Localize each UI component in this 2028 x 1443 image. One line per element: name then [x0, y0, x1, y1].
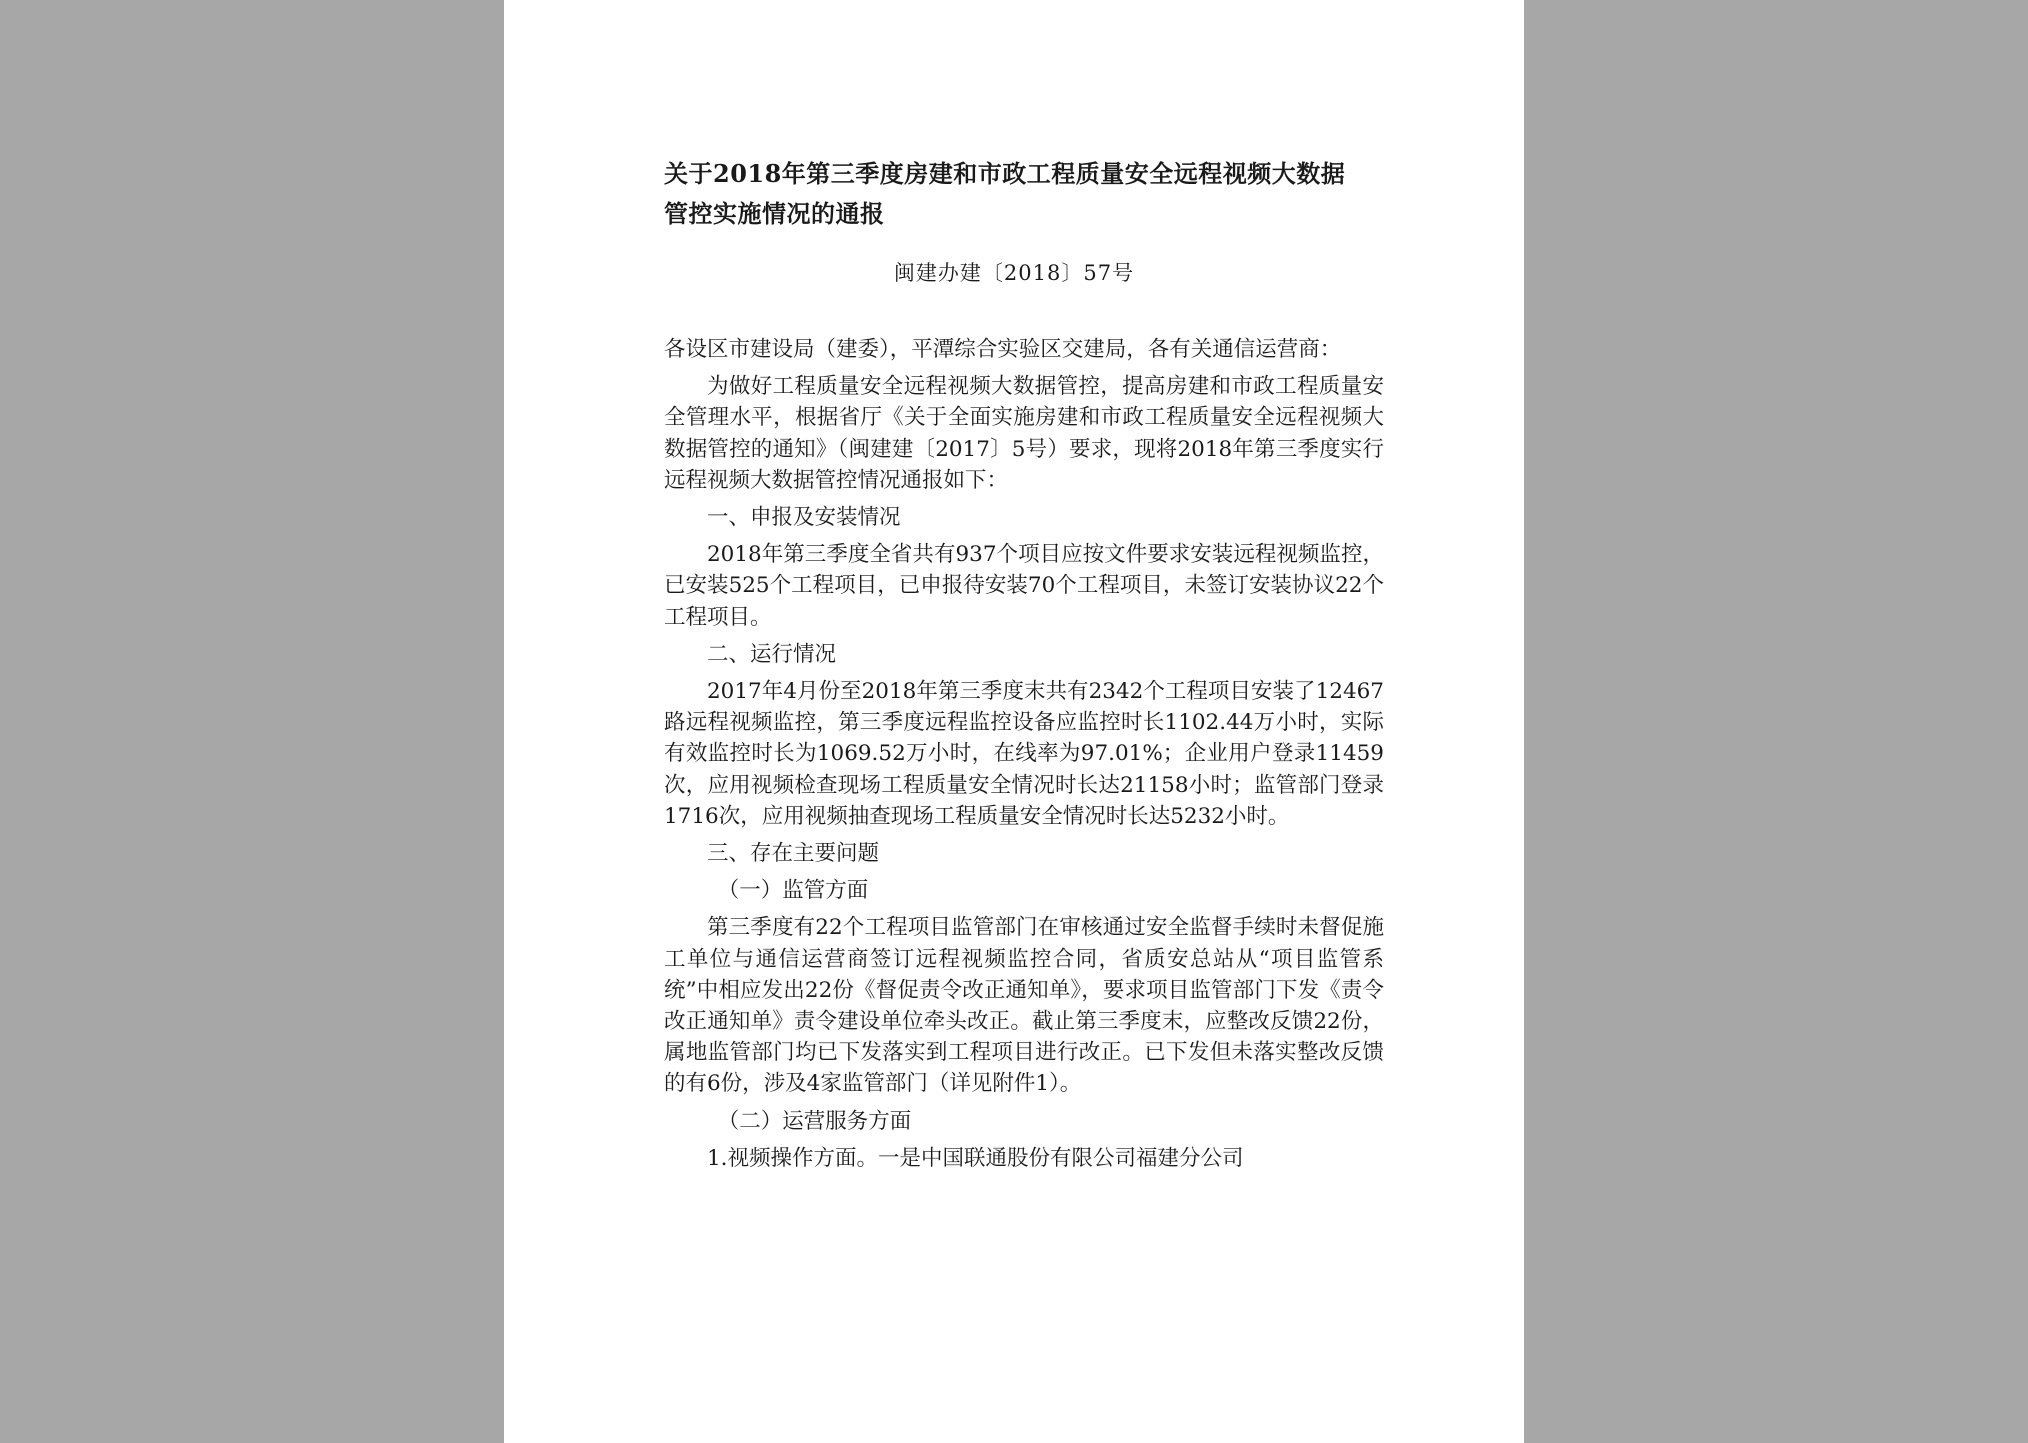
section-paragraph-2: 2017年4月份至2018年第三季度末共有2342个工程项目安装了12467路远程视频监控，第三季度远程监控设备应监控时长1102.44万小时，实际有效监控时长为1069.52万小时，在线率为97.01%；企业用户登录11459次，应用视频检查现场工程质量安全情况时长达21158小时；监管部门登录1716次，应用视频抽查现场工程质量安全情况时长达5232小时。 — [664, 679, 1384, 829]
intro-paragraph: 为做好工程质量安全远程视频大数据管控，提高房建和市政工程质量安全管理水平，根据省厅《关于全面实施房建和市政工程质量安全远程视频大数据管控的通知》（闽建建〔2017〕5号）要求，现将2018年第三季度实行远程视频大数据管控情况通报如下： — [664, 374, 1384, 493]
document-number: 闽建办建〔2018〕57号 — [893, 261, 1135, 285]
viewer-gutter-right — [1524, 0, 2028, 1443]
section-heading-1: 一、申报及安装情况 — [707, 505, 901, 531]
subsection-heading-1: （一）监管方面 — [717, 878, 869, 904]
document-body — [664, 334, 1384, 1174]
document-page — [504, 0, 1524, 1443]
section-heading-3: 三、存在主要问题 — [707, 841, 880, 867]
viewer-gutter-left — [0, 0, 504, 1443]
section-heading-2: 二、运行情况 — [707, 641, 837, 667]
list-item-1: 1.视频操作方面。一是中国联通股份有限公司福建分公司 — [707, 1145, 1244, 1171]
subsection-paragraph-1: 第三季度有22个工程项目监管部门在审核通过安全监督手续时未督促施工单位与通信运营商签订远程视频监控合同，省质安总站从“项目监管系统”中相应发出22份《督促责令改正通知单》，要求项目监管部门下发《责令改正通知单》责令建设单位牵头改正。截止第三季度末，应整改反馈22份，属地监管部门均已下发落实到工程项目进行改正。已下发但未落实整改反馈的有6份，涉及4家监管部门（详见附件1）。 — [664, 915, 1384, 1097]
salutation: 各设区市建设局（建委），平潭综合实验区交建局，各有关通信运营商： — [664, 337, 1342, 362]
document-title: 关于2018年第三季度房建和市政工程质量安全远程视频大数据管控实施情况的通报 — [664, 159, 1346, 228]
section-paragraph-1: 2018年第三季度全省共有937个项目应按文件要求安装远程视频监控，已安装525个工程项目，已申报待安装70个工程项目，未签订安装协议22个工程项目。 — [664, 542, 1384, 630]
subsection-heading-2: （二）运营服务方面 — [717, 1108, 912, 1134]
